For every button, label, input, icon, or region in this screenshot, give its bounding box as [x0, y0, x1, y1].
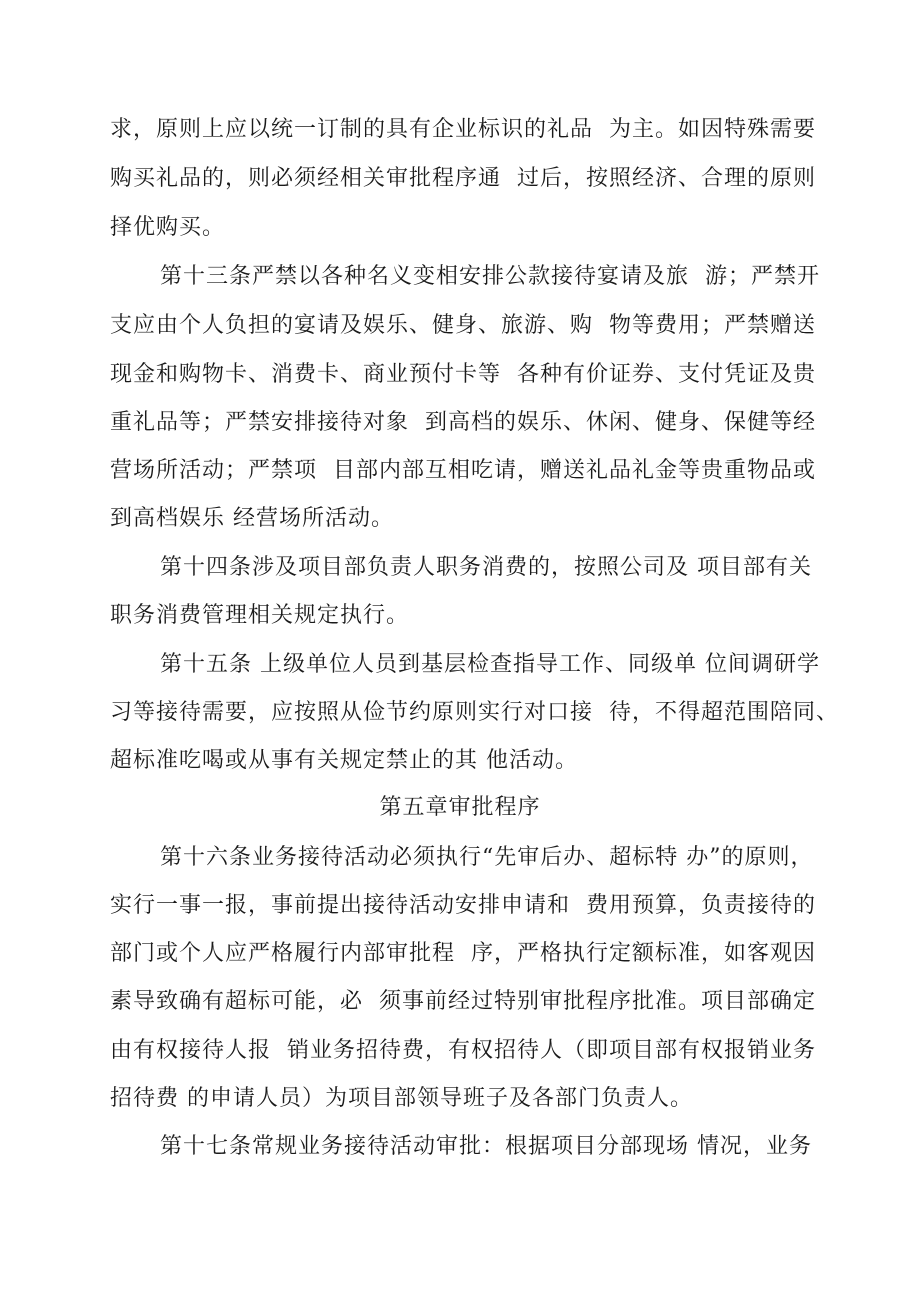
article-13-line: 重礼品等；严禁安排接待对象 到高档的娱乐、休闲、健身、保健等经 [110, 410, 816, 435]
chapter-heading: 第五章审批程序 [379, 795, 541, 820]
article-16-line: 由有权接待人报 销业务招待费，有权招待人（即项目部有权报销业务 [110, 1038, 816, 1063]
article-15-line: 习等接待需要，应按照从俭节约原则实行对口接 待，不得超范围陪同、 [110, 700, 839, 725]
article-13-line: 第十三条严禁以各种名义变相安排公款接待宴请及旅 游；严禁开 [160, 264, 820, 289]
article-16-line: 第十六条业务接待活动必须执行“先审后办、超标特 办”的原则， [160, 845, 814, 870]
paragraph-line: 择优购买。 [110, 215, 226, 240]
article-17-line: 第十七条常规业务接待活动审批：根据项目分部现场 情况，业务 [160, 1134, 812, 1159]
article-16-line: 素导致确有超标可能，必 须事前经过特别审批程序批准。项目部确定 [110, 989, 816, 1014]
article-16-line: 招待费 的申请人员）为项目部领导班子及各部门负责人。 [110, 1086, 693, 1111]
article-15-line: 超标准吃喝或从事有关规定禁止的其 他活动。 [110, 748, 578, 773]
article-13-line: 现金和购物卡、消费卡、商业预付卡等 各种有价证券、支付凭证及贵 [110, 362, 816, 387]
article-15-line: 第十五条 上级单位人员到基层检查指导工作、同级单 位间调研学 [160, 652, 820, 677]
article-13-line: 营场所活动；严禁项 目部内部互相吃请，赠送礼品礼金等贵重物品或 [110, 458, 816, 483]
paragraph-line: 购买礼品的，则必须经相关审批程序通 过后，按照经济、合理的原则 [110, 166, 816, 191]
article-16-line: 部门或个人应严格履行内部审批程 序，严格执行定额标准，如客观因 [110, 941, 816, 966]
article-13-line: 到高档娱乐 经营场所活动。 [110, 506, 394, 531]
article-13-line: 支应由个人负担的宴请及娱乐、健身、旅游、购 物等费用；严禁赠送 [110, 313, 816, 338]
paragraph-line: 求，原则上应以统一订制的具有企业标识的礼品 为主。如因特殊需要 [110, 117, 816, 142]
article-14-line: 第十四条涉及项目部负责人职务消费的，按照公司及 项目部有关 [160, 555, 812, 580]
article-14-line: 职务消费管理相关规定执行。 [110, 603, 410, 628]
article-16-line: 实行一事一报，事前提出接待活动安排申请和 费用预算，负责接待的 [110, 893, 816, 918]
